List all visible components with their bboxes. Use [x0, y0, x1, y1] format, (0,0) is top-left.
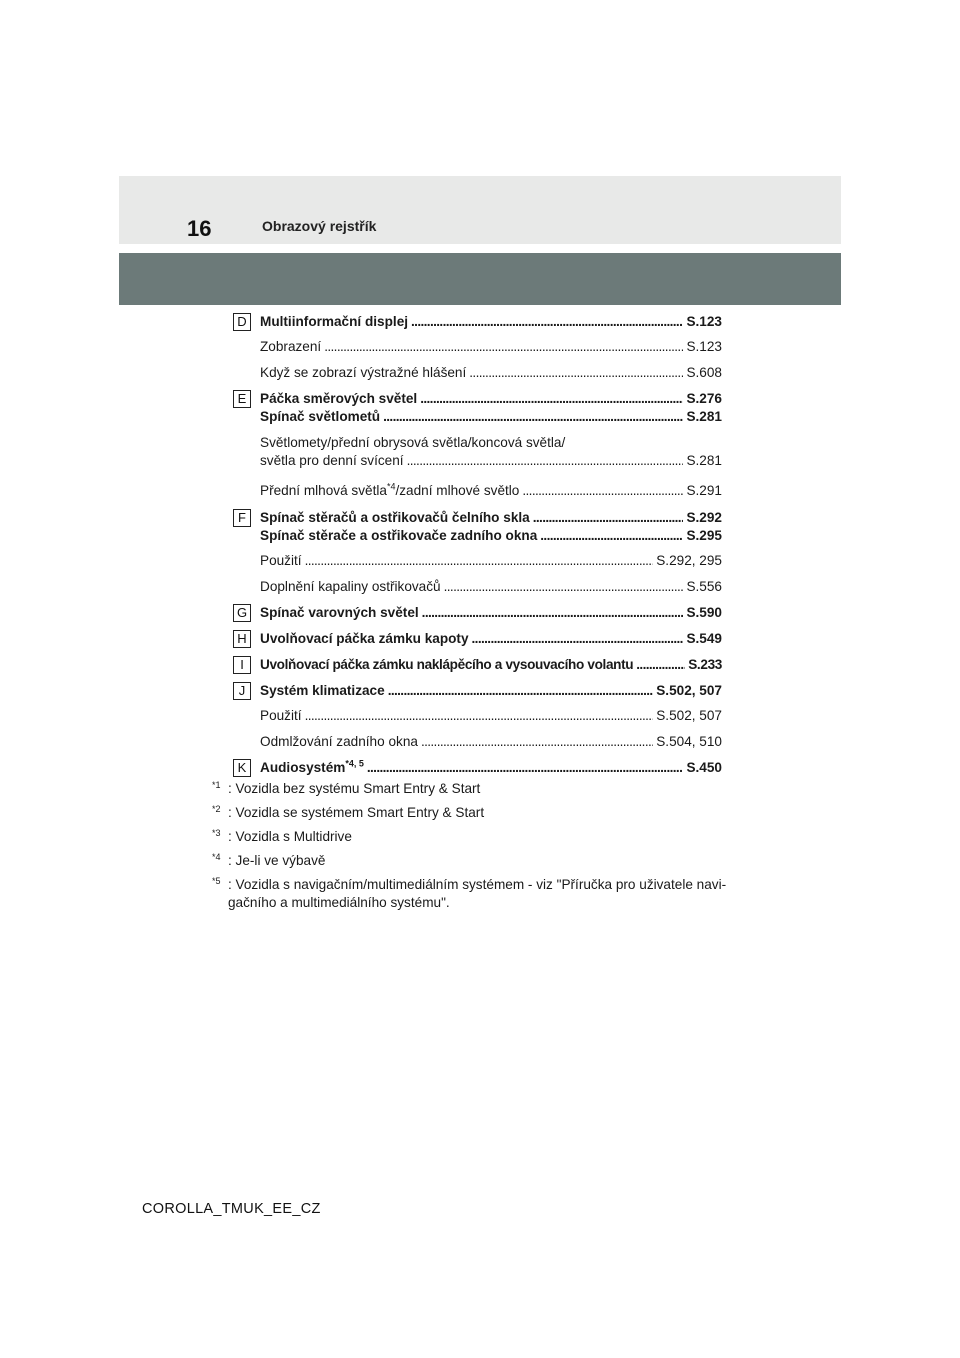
entry-page[interactable]: S.590: [686, 605, 722, 620]
section-letter-f: F: [233, 509, 251, 527]
footnote: [212, 876, 772, 912]
footnote-mark: *4: [212, 852, 221, 862]
entry-label: Spínač stěračů a ostřikovačů čelního skla: [260, 510, 530, 525]
entry-page[interactable]: S.233: [688, 657, 722, 672]
entry-page[interactable]: S.556: [686, 579, 722, 594]
entry-label: Páčka směrových světel: [260, 391, 418, 406]
entry-page[interactable]: S.450: [686, 760, 722, 775]
entry-page[interactable]: S.504, 510: [656, 734, 722, 749]
section-letter-i: I: [233, 656, 251, 674]
entry-page[interactable]: S.502, 507: [656, 708, 722, 723]
entry-page[interactable]: S.502, 507: [656, 683, 722, 698]
entry-label: Když se zobrazí výstražné hlášení: [260, 365, 467, 380]
footnotes: [212, 780, 772, 918]
header-band: [119, 176, 841, 244]
index-subentry[interactable]: [260, 707, 722, 725]
footnote: [212, 828, 772, 846]
entry-label: světla pro denní svícení: [260, 453, 404, 468]
entry-page[interactable]: S.292, 295: [656, 553, 722, 568]
footnote-text: : Vozidla s Multidrive: [228, 829, 352, 844]
section-title: Obrazový rejstřík: [262, 218, 377, 234]
entry-label: Použití: [260, 708, 302, 723]
entry-label: Spínač varovných světel: [260, 605, 419, 620]
index-subentry[interactable]: [260, 733, 722, 751]
entry-label: Audiosystém: [260, 760, 346, 775]
footnote-mark: *2: [212, 804, 221, 814]
entry-page[interactable]: S.281: [686, 409, 722, 424]
entry-page[interactable]: S.281: [686, 453, 722, 468]
entry-label: Odmlžování zadního okna: [260, 734, 418, 749]
footnote-mark: *3: [212, 828, 221, 838]
index-subentry[interactable]: [260, 552, 722, 570]
entry-label-line1: Světlomety/přední obrysová světla/koncová světla/: [260, 435, 566, 450]
index-entry[interactable]: [260, 313, 722, 331]
section-letter-d: D: [233, 313, 251, 331]
entry-label-cont: /zadní mlhové světlo: [395, 483, 520, 498]
document-code: COROLLA_TMUK_EE_CZ: [142, 1201, 321, 1217]
index-entry[interactable]: [260, 390, 722, 408]
entry-label: Multiinformační displej: [260, 314, 409, 329]
footnote-text: : Je-li ve výbavě: [228, 853, 326, 868]
footnote-ref: *4, 5: [345, 758, 364, 769]
entry-label: Použití: [260, 553, 302, 568]
index-subentry[interactable]: [260, 364, 722, 382]
entry-label: Doplnění kapaliny ostřikovačů: [260, 579, 441, 594]
footnote: [212, 804, 772, 822]
section-letter-j: J: [233, 682, 251, 700]
footnote: [212, 780, 772, 798]
index-subentry[interactable]: [260, 338, 722, 356]
footnote-mark: *5: [212, 876, 221, 886]
footnote-text-cont: gačního a multimediálního systému".: [228, 895, 450, 910]
entry-page[interactable]: S.549: [686, 631, 722, 646]
index-subentry[interactable]: [260, 482, 722, 500]
footnote-text: : Vozidla bez systému Smart Entry & Start: [228, 781, 481, 796]
index-entry[interactable]: [260, 682, 722, 700]
entry-label: Přední mlhová světla: [260, 483, 387, 498]
section-letter-g: G: [233, 604, 251, 622]
index-subentry[interactable]: [260, 578, 722, 596]
section-letter-h: H: [233, 630, 251, 648]
page-number: 16: [187, 216, 212, 241]
entry-page[interactable]: S.292: [686, 510, 722, 525]
index-entry[interactable]: [260, 656, 722, 674]
entry-label: Uvolňovací páčka zámku naklápěcího a vysouvacího volantu: [260, 657, 634, 672]
index-entry[interactable]: [260, 509, 722, 527]
entry-page[interactable]: S.291: [686, 483, 722, 498]
index-entry[interactable]: [260, 759, 722, 777]
entry-page[interactable]: S.123: [686, 314, 722, 329]
entry-page[interactable]: S.276: [686, 391, 722, 406]
section-banner: [119, 253, 841, 305]
index-entry[interactable]: [260, 604, 722, 622]
footnote: [212, 852, 772, 870]
entry-page[interactable]: S.123: [686, 339, 722, 354]
index-entry[interactable]: [260, 408, 722, 426]
index-entry[interactable]: [260, 527, 722, 545]
footnote-text: : Vozidla se systémem Smart Entry & Start: [228, 805, 485, 820]
entry-page[interactable]: S.608: [686, 365, 722, 380]
footnote-mark: *1: [212, 780, 221, 790]
entry-label: Spínač stěrače a ostřikovače zadního okna: [260, 528, 538, 543]
entry-label: Uvolňovací páčka zámku kapoty: [260, 631, 469, 646]
section-letter-e: E: [233, 390, 251, 408]
entry-label: Zobrazení: [260, 339, 322, 354]
index-entry[interactable]: [260, 630, 722, 648]
footnote-text: : Vozidla s navigačním/multimediálním systémem - viz "Příručka pro uživatele navi-: [228, 877, 727, 892]
index-subentry[interactable]: [260, 434, 722, 470]
entry-page[interactable]: S.295: [686, 528, 722, 543]
section-letter-k: K: [233, 759, 251, 777]
entry-label: Systém klimatizace: [260, 683, 385, 698]
entry-label: Spínač světlometů: [260, 409, 381, 424]
footnote-ref: *4: [386, 481, 396, 492]
